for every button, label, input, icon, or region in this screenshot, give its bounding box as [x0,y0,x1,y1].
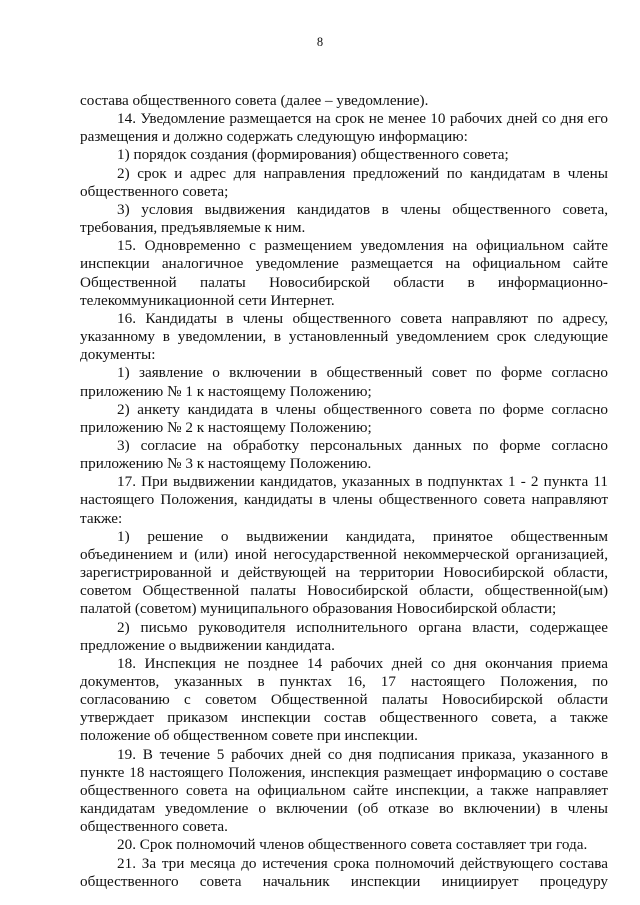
paragraph: 2) письмо руководителя исполнительного органа власти, содержащее предложение о выдвижении кандидата. [80,618,608,654]
paragraph: 16. Кандидаты в члены общественного совета направляют по адресу, указанному в уведомлении, в установленный уведомлением срок следующие документы: [80,309,608,364]
paragraph: 14. Уведомление размещается на срок не менее 10 рабочих дней со дня его размещения и должно содержать следующую информацию: [80,110,608,146]
paragraph: 15. Одновременно с размещением уведомления на официальном сайте инспекции аналогичное уведомление размещается на официальном сайте Общественной палаты Новосибирской области в информационно-телекоммуникационной сети Интернет. [80,237,608,309]
page-number: 8 [316,35,324,49]
paragraph: 1) заявление о включении в общественный совет по форме согласно приложению № 1 к настоящему Положению; [80,364,608,400]
paragraph: 1) решение о выдвижении кандидата, принятое общественным объединением и (или) иной негосударственной некоммерческой организацией, зарегистрированной и действующей на территории Новосибирской области, советом Общественной палаты Новосибирской области, общественной(ым) палатой (советом) муниципального образования Новосибирской области; [80,527,608,618]
document-body [80,92,608,891]
paragraph: 20. Срок полномочий членов общественного совета составляет три года. [117,836,588,854]
paragraph: 2) анкету кандидата в члены общественного совета по форме согласно приложению № 2 к настоящему Положению; [80,400,608,436]
paragraph: 3) согласие на обработку персональных данных по форме согласно приложению № 3 к настоящему Положению. [80,436,608,473]
paragraph: 18. Инспекция не позднее 14 рабочих дней со дня окончания приема документов, указанных в пунктах 16, 17 настоящего Положения, по согласованию с советом Общественной палаты Новосибирской области утверждает приказом инспекции состав общественного совета, а также положение об общественном совете при инспекции. [80,654,608,745]
paragraph: 17. При выдвижении кандидатов, указанных в подпунктах 1 - 2 пункта 11 настоящего Положения, кандидаты в члены общественного совета направляют также: [80,473,608,527]
paragraph: 3) условия выдвижения кандидатов в члены общественного совета, требования, предъявляемые к ним. [80,200,608,237]
paragraph: 21. За три месяца до истечения срока полномочий действующего состава общественного совета начальник инспекции инициирует процедуру [80,854,608,890]
paragraph: 2) срок и адрес для направления предложений по кандидатам в члены общественного совета; [80,164,608,200]
paragraph: состава общественного совета (далее – уведомление). [80,92,429,109]
paragraph: 1) порядок создания (формирования) общественного совета; [117,146,509,164]
paragraph: 19. В течение 5 рабочих дней со дня подписания приказа, указанного в пункте 18 настоящего Положения, инспекция размещает информацию о составе общественного совета на официальном сайте инспекции, а также направляет кандидатам уведомление о включении (об отказе во включении) в члены общественного совета. [80,745,608,836]
